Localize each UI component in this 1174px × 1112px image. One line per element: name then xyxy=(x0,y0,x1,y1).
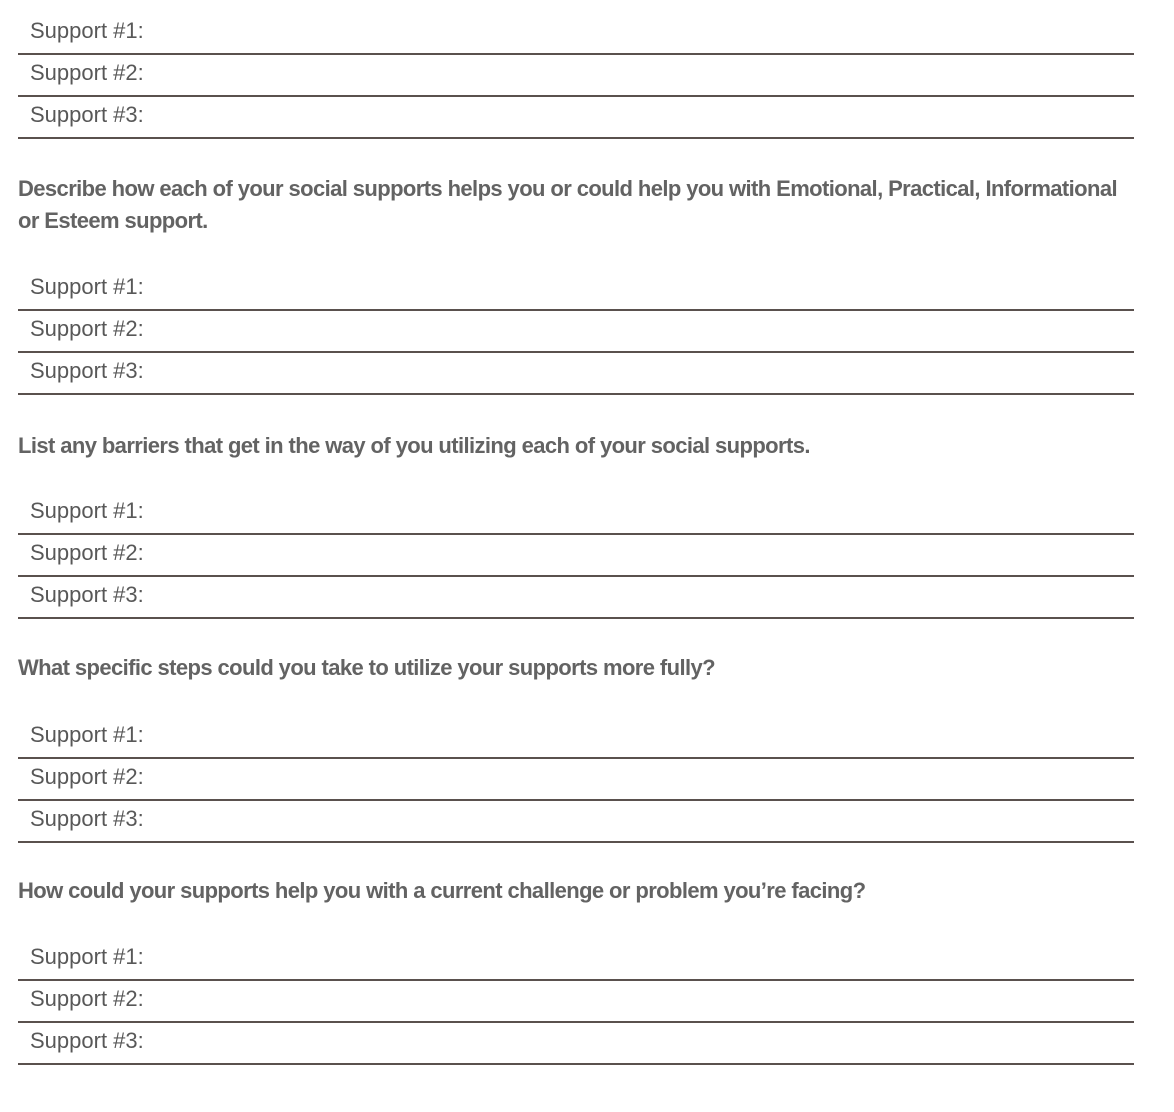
support-label: Support #1: xyxy=(30,722,144,747)
support-answer-input[interactable] xyxy=(168,1025,1134,1061)
support-row xyxy=(18,535,1134,577)
support-row xyxy=(18,97,1134,139)
support-answer-input[interactable] xyxy=(168,537,1134,573)
support-answer-input[interactable] xyxy=(168,99,1134,135)
support-answer-group xyxy=(18,269,1134,395)
question-heading: Describe how each of your social supports helps you or could help you with Emotional, Practical, Informational or Esteem support. xyxy=(18,176,1117,233)
support-label: Support #1: xyxy=(30,944,144,969)
support-row xyxy=(18,353,1134,395)
support-label: Support #2: xyxy=(30,764,144,789)
support-answer-group xyxy=(18,493,1134,619)
support-answer-group xyxy=(18,939,1134,1065)
support-row xyxy=(18,13,1134,55)
support-answer-input[interactable] xyxy=(168,313,1134,349)
support-answer-input[interactable] xyxy=(168,355,1134,391)
support-row xyxy=(18,493,1134,535)
support-answer-input[interactable] xyxy=(168,271,1134,307)
support-row xyxy=(18,717,1134,759)
support-label: Support #2: xyxy=(30,316,144,341)
support-label: Support #2: xyxy=(30,986,144,1011)
support-answer-group xyxy=(18,717,1134,843)
support-answer-input[interactable] xyxy=(168,941,1134,977)
support-label: Support #1: xyxy=(30,18,144,43)
support-row xyxy=(18,55,1134,97)
support-answer-input[interactable] xyxy=(168,761,1134,797)
support-row xyxy=(18,311,1134,353)
support-label: Support #1: xyxy=(30,274,144,299)
support-row xyxy=(18,801,1134,843)
support-answer-input[interactable] xyxy=(168,495,1134,531)
support-label: Support #3: xyxy=(30,358,144,383)
support-answer-input[interactable] xyxy=(168,57,1134,93)
support-row xyxy=(18,269,1134,311)
support-label: Support #2: xyxy=(30,540,144,565)
support-row xyxy=(18,759,1134,801)
support-label: Support #2: xyxy=(30,60,144,85)
support-label: Support #3: xyxy=(30,582,144,607)
support-label: Support #3: xyxy=(30,1028,144,1053)
support-row xyxy=(18,1023,1134,1065)
support-label: Support #1: xyxy=(30,498,144,523)
support-answer-input[interactable] xyxy=(168,579,1134,615)
support-row xyxy=(18,577,1134,619)
support-answer-input[interactable] xyxy=(168,15,1134,51)
support-answer-input[interactable] xyxy=(168,983,1134,1019)
support-row xyxy=(18,981,1134,1023)
question-heading: What specific steps could you take to utilize your supports more fully? xyxy=(18,655,715,680)
support-label: Support #3: xyxy=(30,102,144,127)
support-row xyxy=(18,939,1134,981)
support-answer-input[interactable] xyxy=(168,803,1134,839)
support-label: Support #3: xyxy=(30,806,144,831)
question-heading: How could your supports help you with a current challenge or problem you’re facing? xyxy=(18,878,866,903)
support-answer-input[interactable] xyxy=(168,719,1134,755)
support-answer-group xyxy=(18,13,1134,139)
question-heading: List any barriers that get in the way of you utilizing each of your social supports. xyxy=(18,433,810,458)
